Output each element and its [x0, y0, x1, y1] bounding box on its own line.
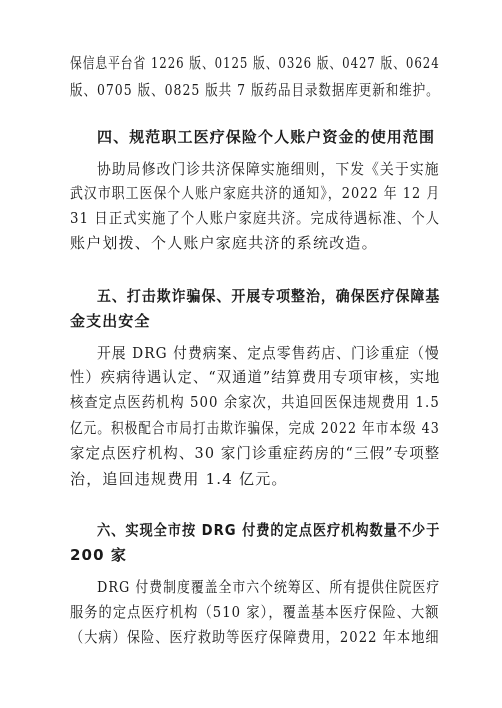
body-line: 协助局修改门诊共济保障实施细则，下发《关于实施 [97, 160, 440, 178]
body-line: 账户划拨、个人账户家庭共济的系统改造。 [70, 234, 378, 252]
body-line: 亿元。积极配合市局打击欺诈骗保，完成 2022 年市本级 43 [70, 419, 440, 437]
body-line: 核查定点医药机构 500 余家次，共追回医保违规费用 1.5 [70, 393, 440, 411]
section-5-heading-cont: 金支出安全 [70, 312, 151, 330]
body-line: 保信息平台省 1226 版、0125 版、0326 版、0427 版、0624 [70, 54, 440, 72]
section-4-heading: 四、规范职工医疗保险个人账户资金的使用范围 [97, 128, 436, 146]
body-line: 31 日正式实施了个人账户家庭共济。完成待遇标准、个人 [70, 209, 441, 227]
section-6-heading-cont: 200 家 [70, 546, 128, 564]
body-line: 性）疾病待遇认定、“双通道”结算费用专项审核，实地 [70, 368, 441, 386]
body-line: 版、0705 版、0825 版共 7 版药品目录数据库更新和维护。 [70, 81, 440, 99]
body-line: 开展 DRG 付费病案、定点零售药店、门诊重症（慢 [97, 344, 440, 362]
body-line: （大病）保险、医疗救助等医疗保障费用，2022 年本地细 [70, 628, 440, 646]
section-5-heading: 五、打击欺诈骗保、开展专项整治，确保医疗保障基 [97, 287, 441, 305]
body-line: 服务的定点医疗机构（510 家），覆盖基本医疗保险、大额 [70, 603, 440, 621]
section-6-heading: 六、实现全市按 DRG 付费的定点医疗机构数量不少于 [97, 521, 441, 539]
body-line: DRG 付费制度覆盖全市六个统筹区、所有提供住院医疗 [97, 578, 441, 596]
body-line: 治，追回违规费用 1.4 亿元。 [70, 470, 288, 488]
body-line: 武汉市职工医保个人账户家庭共济的通知》，2022 年 12 月 [70, 184, 441, 202]
body-line: 家定点医疗机构、30 家门诊重症药房的“三假”专项整 [70, 444, 441, 462]
